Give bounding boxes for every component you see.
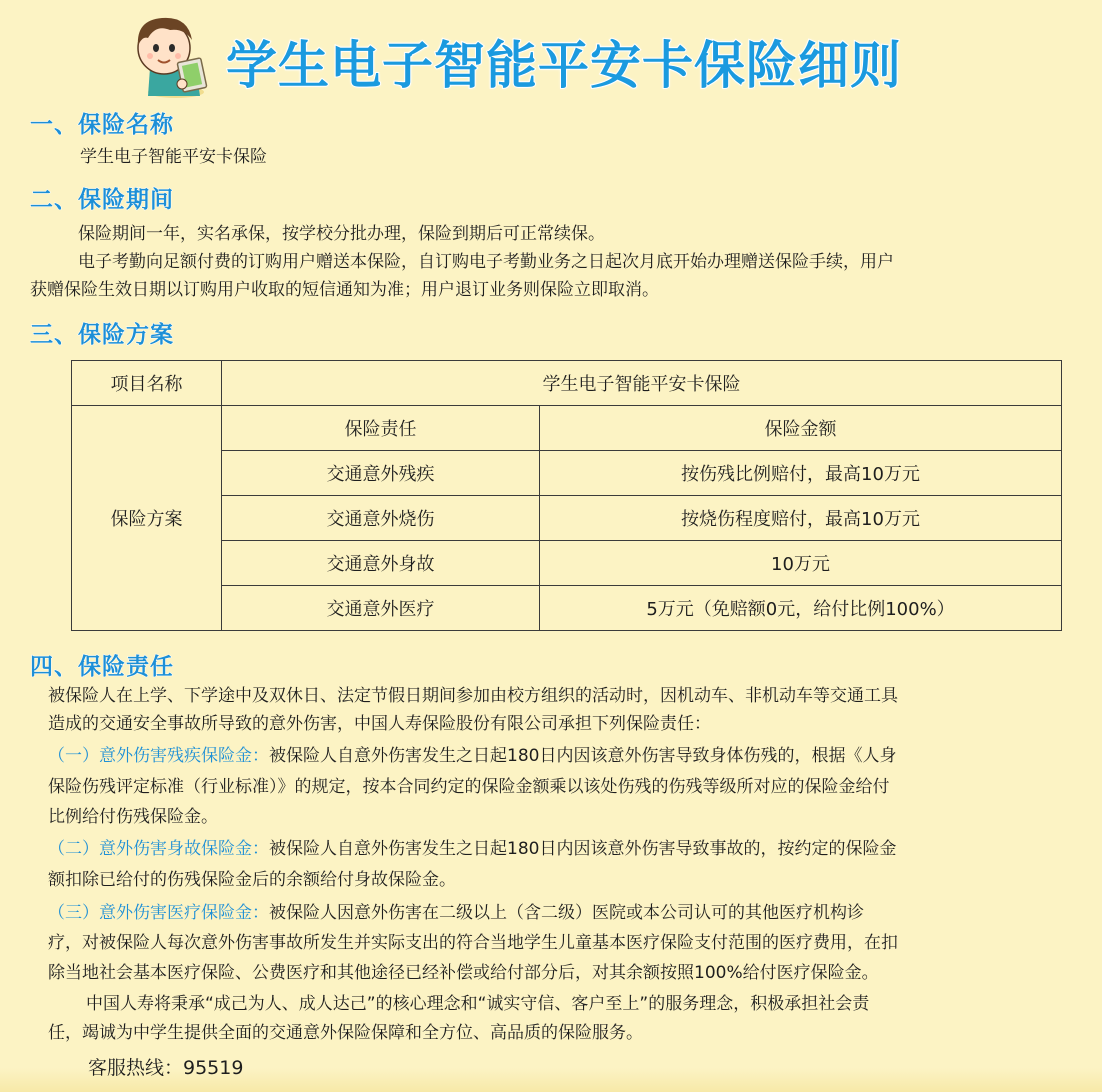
plan-label: 保险方案 bbox=[72, 406, 222, 631]
amount-cell: 按伤残比例赔付，最高10万元 bbox=[540, 451, 1062, 496]
medical-benefit-line-3: 除当地社会基本医疗保险、公费医疗和其他途径已经补偿或给付部分后，对其余额按照100%给付医疗保险金。 bbox=[48, 963, 879, 983]
section-heading-period: 二、保险期间 bbox=[30, 187, 174, 213]
section-heading-liability: 四、保险责任 bbox=[30, 654, 174, 680]
service-hotline: 客服热线：95519 bbox=[88, 1057, 244, 1079]
reading-boy-icon bbox=[126, 10, 218, 100]
page-title: 学生电子智能平安卡保险细则 bbox=[226, 37, 903, 96]
item-name-label: 项目名称 bbox=[72, 361, 222, 406]
insurance-name-text: 学生电子智能平安卡保险 bbox=[80, 147, 267, 167]
section-heading-name: 一、保险名称 bbox=[30, 112, 174, 138]
table-row bbox=[72, 361, 1062, 406]
column-header-liability: 保险责任 bbox=[222, 406, 540, 451]
period-line-1: 保险期间一年，实名承保，按学校分批办理，保险到期后可正常续保。 bbox=[78, 224, 605, 244]
table-row bbox=[72, 406, 1062, 451]
death-benefit-line-1 bbox=[48, 833, 896, 865]
amount-cell: 5万元（免赔额0元，给付比例100%） bbox=[540, 586, 1062, 631]
item-name-value: 学生电子智能平安卡保险 bbox=[222, 361, 1062, 406]
liability-cell: 交通意外残疾 bbox=[222, 451, 540, 496]
liability-cell: 交通意外医疗 bbox=[222, 586, 540, 631]
liability-cell: 交通意外身故 bbox=[222, 541, 540, 586]
disability-benefit-line-1 bbox=[48, 740, 896, 772]
disability-benefit-line-2: 保险伤残评定标准（行业标准）》的规定，按本合同约定的保险金额乘以该处伤残的伤残等级所对应的保险金给付 bbox=[48, 777, 890, 797]
insurance-plan-table bbox=[71, 360, 1062, 631]
death-benefit-text: 被保险人自意外伤害发生之日起180日内因该意外伤害导致事故的，按约定的保险金 bbox=[269, 839, 897, 859]
disability-benefit-text: 被保险人自意外伤害发生之日起180日内因该意外伤害导致身体伤残的，根据《人身 bbox=[269, 746, 897, 766]
medical-benefit-line-2: 疗，对被保险人每次意外伤害事故所发生并实际支出的符合当地学生儿童基本医疗保险支付范围的医疗费用，在扣 bbox=[48, 933, 898, 953]
liability-intro-2: 造成的交通安全事故所导致的意外伤害，中国人寿保险股份有限公司承担下列保险责任： bbox=[48, 714, 711, 734]
period-line-2: 电子考勤向足额付费的订购用户赠送本保险，自订购电子考勤业务之日起次月底开始办理赠送保险手续，用户 bbox=[78, 252, 894, 272]
closing-line-1: 中国人寿将秉承“成己为人、成人达己”的核心理念和“诚实守信、客户至上”的服务理念，积极承担社会责 bbox=[86, 994, 870, 1014]
period-line-3: 获赠保险生效日期以订购用户收取的短信通知为准；用户退订业务则保险立即取消。 bbox=[30, 280, 659, 300]
liability-cell: 交通意外烧伤 bbox=[222, 496, 540, 541]
medical-benefit-label: （三）意外伤害医疗保险金： bbox=[48, 903, 269, 923]
section-heading-plan: 三、保险方案 bbox=[30, 322, 174, 348]
medical-benefit-text: 被保险人因意外伤害在二级以上（含二级）医院或本公司认可的其他医疗机构诊 bbox=[269, 903, 864, 923]
death-benefit-line-2: 额扣除已给付的伤残保险金后的余额给付身故保险金。 bbox=[48, 870, 456, 890]
disability-benefit-label: （一）意外伤害残疾保险金： bbox=[48, 746, 269, 766]
amount-cell: 10万元 bbox=[540, 541, 1062, 586]
amount-cell: 按烧伤程度赔付，最高10万元 bbox=[540, 496, 1062, 541]
closing-line-2: 任，竭诚为中学生提供全面的交通意外保险保障和全方位、高品质的保险服务。 bbox=[48, 1023, 643, 1043]
medical-benefit-line-1 bbox=[48, 897, 864, 929]
death-benefit-label: （二）意外伤害身故保险金： bbox=[48, 839, 269, 859]
liability-intro-1: 被保险人在上学、下学途中及双休日、法定节假日期间参加由校方组织的活动时，因机动车、非机动车等交通工具 bbox=[48, 686, 898, 706]
disability-benefit-line-3: 比例给付伤残保险金。 bbox=[48, 807, 218, 827]
column-header-amount: 保险金额 bbox=[540, 406, 1062, 451]
